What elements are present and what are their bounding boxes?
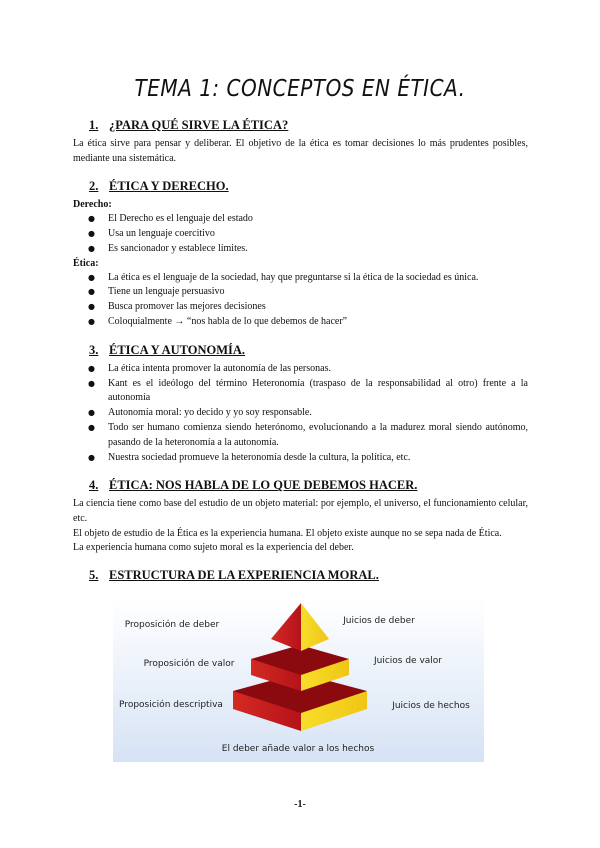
list-item: ● Todo ser humano comienza siendo heterónomo, evolucionando a la madurez moral siendo autónomo, pasando de la heteronomía a la autonomía.: [108, 421, 528, 451]
section-heading: 5. ESTRUCTURA DE LA EXPERIENCIA MORAL.: [89, 567, 379, 582]
left-label-descriptiva: Proposición descriptiva: [119, 700, 223, 710]
page-number: -1-: [294, 799, 306, 810]
paragraph: El objeto de estudio de la Ética es la experiencia humana. El objeto existe aunque no se sepa nada de Ética.: [73, 527, 502, 539]
figure-caption: El deber añade valor a los hechos: [221, 744, 375, 754]
right-label-deber: Juicios de deber: [343, 616, 415, 626]
list-item: ● Coloquialmente → “nos habla de lo que debemos de hacer”: [108, 315, 528, 330]
section-heading: 3. ÉTICA Y AUTONOMÍA.: [89, 342, 246, 357]
autonomia-list: [73, 362, 528, 466]
derecho-label: Derecho:: [73, 199, 112, 211]
left-label-deber: Proposición de deber: [124, 620, 220, 630]
right-label-hechos: Juicios de hechos: [392, 701, 470, 711]
section-5: [73, 568, 528, 583]
section-heading: 2. ÉTICA Y DERECHO.: [89, 179, 229, 194]
section-heading: 1. ¿PARA QUÉ SIRVE LA ÉTICA?: [89, 118, 289, 132]
section-3: [73, 343, 528, 466]
section-2: [73, 179, 528, 330]
paragraph: La ciencia tiene como base del estudio de un objeto material: por ejemplo, el universo, el funcionamiento celular, etc.: [73, 498, 528, 524]
list-item: ● Kant es el ideólogo del término Heteronomía (traspaso de la responsabilidad al otro) frente a la autonomía: [108, 377, 528, 407]
list-item: ● La ética es el lenguaje de la sociedad, hay que preguntarse si la ética de la sociedad es única.: [108, 271, 528, 286]
list-item: ● El Derecho es el lenguaje del estado: [108, 212, 528, 227]
list-item: ● Usa un lenguaje coercitivo: [108, 227, 528, 242]
moral-experience-pyramid: [113, 599, 484, 762]
right-label-valor: Juicios de valor: [373, 656, 443, 666]
left-label-valor: Proposición de valor: [143, 659, 235, 669]
etica-list: [73, 271, 528, 330]
paragraph: La experiencia humana como sujeto moral es la experiencia del deber.: [73, 542, 354, 554]
list-item: ● La ética intenta promover la autonomía de las personas.: [108, 362, 528, 377]
section-1: [73, 118, 528, 166]
paragraph: La ética sirve para pensar y deliberar. El objetivo de la ética es tomar decisiones lo más prudentes posibles, mediante una sistemática.: [73, 138, 528, 164]
list-item: ● Busca promover las mejores decisiones: [108, 300, 528, 315]
list-item: ● Tiene un lenguaje persuasivo: [108, 285, 528, 300]
section-heading: 4. ÉTICA: NOS HABLA DE LO QUE DEBEMOS HACER.: [89, 478, 418, 493]
etica-label: Ética:: [73, 257, 99, 269]
list-item: ● Autonomía moral: yo decido y yo soy responsable.: [108, 406, 528, 421]
page-title: TEMA 1: CONCEPTOS EN ÉTICA.: [134, 74, 466, 102]
document-body: [73, 118, 528, 592]
list-item: ● Nuestra sociedad promueve la heteronomía desde la cultura, la política, etc.: [108, 451, 528, 466]
list-item: ● Es sancionador y establece límites.: [108, 242, 528, 257]
section-4: [73, 478, 528, 555]
derecho-list: [73, 212, 528, 256]
